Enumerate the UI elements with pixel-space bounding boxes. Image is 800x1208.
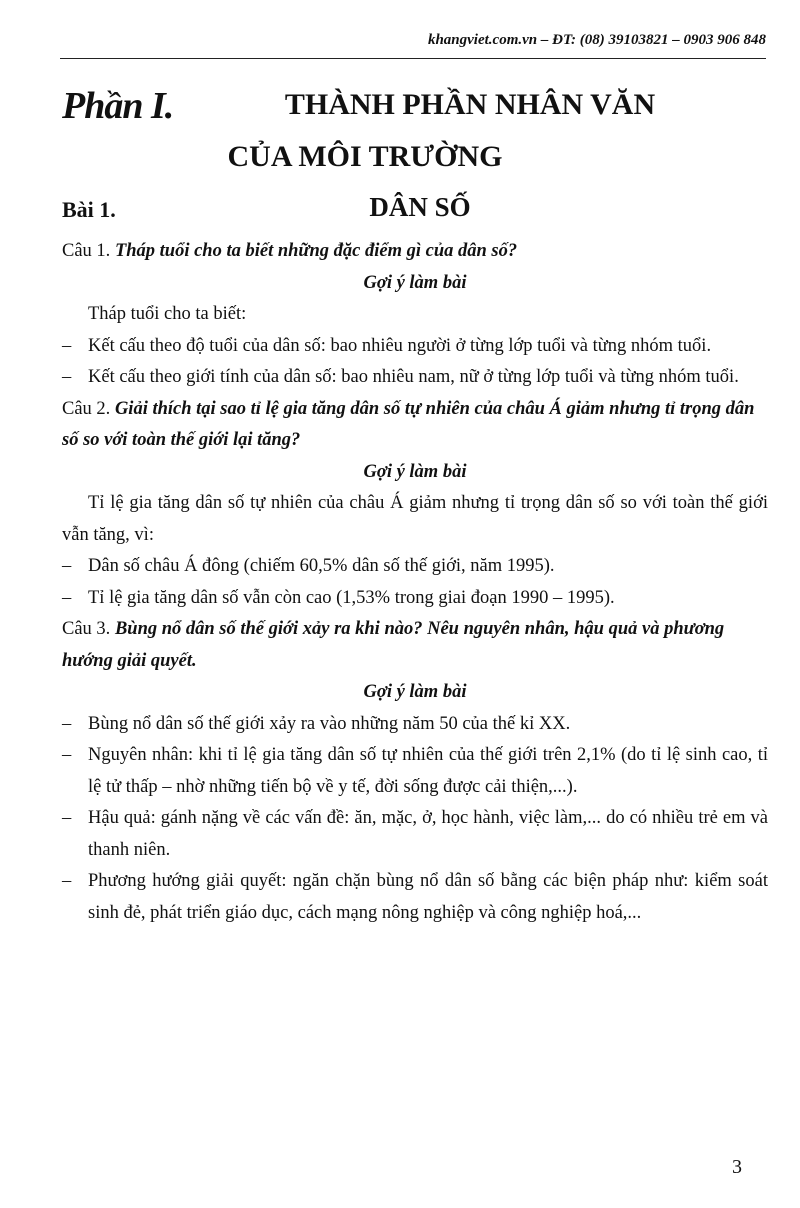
answer-bullet: – Phương hướng giải quyết: ngăn chặn bùng nổ dân số bằng các biện pháp như: kiểm soát sinh đẻ, phát triển giáo dục, cách mạng nông nghiệp và công nghiệp hoá,...	[62, 871, 768, 923]
question-text: Giải thích tại sao tỉ lệ gia tăng dân số tự nhiên của châu Á giảm nhưng tỉ trọng dân số so với toàn thế giới lại tăng?	[62, 398, 755, 450]
question-text: Bùng nổ dân số thế giới xảy ra khi nào? Nêu nguyên nhân, hậu quả và phương hướng giải quyết.	[62, 619, 725, 671]
answer-bullet: – Kết cấu theo độ tuổi của dân số: bao nhiêu người ở từng lớp tuổi và từng nhóm tuổi.	[62, 335, 712, 356]
bullet-text: Phương hướng giải quyết: ngăn chặn bùng nổ dân số bằng các biện pháp như: kiểm soát sinh đẻ, phát triển giáo dục, cách mạng nông nghiệp và công nghiệp hoá,...	[88, 871, 768, 923]
answer-hint-heading: Gợi ý làm bài	[363, 461, 467, 482]
bullet-text: Bùng nổ dân số thế giới xảy ra vào những năm 50 của thế kỉ XX.	[88, 713, 571, 734]
question-label: Câu 3.	[62, 619, 111, 639]
question-text: Tháp tuổi cho ta biết những đặc điểm gì của dân số?	[114, 241, 518, 261]
answer-bullet: – Tỉ lệ gia tăng dân số vẫn còn cao (1,53% trong giai đoạn 1990 – 1995).	[62, 587, 615, 608]
part-label: Phần I.	[62, 85, 174, 127]
part-title-line-2: CỦA MÔI TRƯỜNG	[227, 140, 503, 173]
answer-bullet: – Bùng nổ dân số thế giới xảy ra vào những năm 50 của thế kỉ XX.	[62, 713, 571, 734]
bullet-text: Kết cấu theo độ tuổi của dân số: bao nhiêu người ở từng lớp tuổi và từng nhóm tuổi.	[88, 335, 712, 356]
lesson-number: Bài 1.	[62, 197, 116, 222]
question-label: Câu 1.	[62, 241, 111, 261]
answer-bullet: – Nguyên nhân: khi tỉ lệ gia tăng dân số tự nhiên của thế giới trên 2,1% (do tỉ lệ sinh cao, tỉ lệ tử thấp – nhờ những tiến bộ về y tế, đời sống được cải thiện,...).	[62, 745, 768, 797]
answer-bullet: – Kết cấu theo giới tính của dân số: bao nhiêu nam, nữ ở từng lớp tuổi và từng nhóm tuổi.	[62, 367, 739, 387]
question-2	[62, 394, 768, 457]
answer-hint-heading: Gợi ý làm bài	[363, 272, 467, 293]
question-label: Câu 2.	[62, 398, 111, 419]
bullet-text: Kết cấu theo giới tính của dân số: bao nhiêu nam, nữ ở từng lớp tuổi và từng nhóm tuổi.	[88, 367, 739, 387]
lesson-title: DÂN SỐ	[369, 192, 471, 222]
answer-bullet: – Dân số châu Á đông (chiếm 60,5% dân số thế giới, năm 1995).	[62, 556, 555, 576]
header-divider	[60, 58, 766, 59]
page-number: 3	[732, 1156, 742, 1178]
page-body	[62, 236, 768, 929]
answer-intro: Tỉ lệ gia tăng dân số tự nhiên của châu Á giảm nhưng tỉ trọng dân số so với toàn thế giới vẫn tăng, vì:	[62, 493, 768, 545]
bullet-text: Hậu quả: gánh nặng về các vấn đề: ăn, mặc, ở, học hành, việc làm,... do có nhiều trẻ em và thanh niên.	[88, 808, 768, 860]
question-1	[62, 236, 768, 268]
answer-bullet: – Hậu quả: gánh nặng về các vấn đề: ăn, mặc, ở, học hành, việc làm,... do có nhiều trẻ em và thanh niên.	[62, 808, 768, 860]
answer-hint-heading: Gợi ý làm bài	[363, 682, 467, 702]
answer-intro: Tháp tuổi cho ta biết:	[88, 304, 247, 324]
question-3	[62, 614, 768, 677]
bullet-text: Dân số châu Á đông (chiếm 60,5% dân số thế giới, năm 1995).	[88, 556, 555, 576]
bullet-text: Tỉ lệ gia tăng dân số vẫn còn cao (1,53% trong giai đoạn 1990 – 1995).	[88, 587, 615, 608]
running-header: khangviet.com.vn – ĐT: (08) 39103821 – 0903 906 848	[427, 32, 766, 48]
part-title-line-1: THÀNH PHẦN NHÂN VĂN	[284, 88, 656, 121]
bullet-text: Nguyên nhân: khi tỉ lệ gia tăng dân số tự nhiên của thế giới trên 2,1% (do tỉ lệ sinh cao, tỉ lệ tử thấp – nhờ những tiến bộ về y tế, đời sống được cải thiện,...).	[88, 745, 768, 797]
